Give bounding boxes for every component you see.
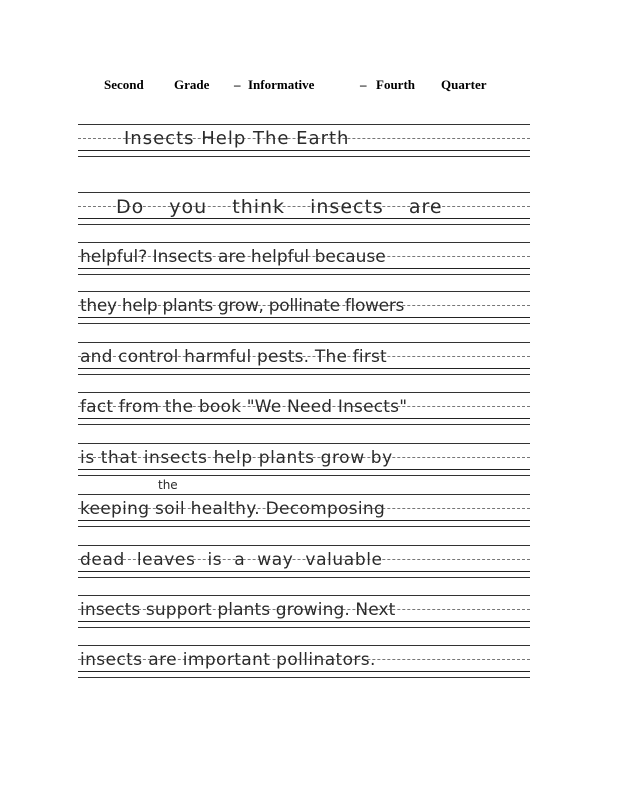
handwritten-line: insects support plants growing. Next xyxy=(80,600,396,620)
rule-line xyxy=(78,224,530,225)
handwritten-line: fact from the book "We Need Insects" xyxy=(80,397,408,417)
rule-line xyxy=(78,526,530,527)
rule-line xyxy=(78,124,530,125)
handwritten-line: helpful? Insects are helpful because xyxy=(80,247,386,267)
title-row xyxy=(78,124,530,158)
writing-row xyxy=(78,392,530,426)
rule-line xyxy=(78,545,530,546)
rule-line xyxy=(78,342,530,343)
header-quarter-number: Fourth xyxy=(376,77,415,92)
rule-line xyxy=(78,274,530,275)
handwritten-line: and control harmful pests. The first xyxy=(80,347,387,367)
handwritten-line: is that insects help plants grow by xyxy=(80,448,393,468)
rule-line xyxy=(78,323,530,324)
rule-line xyxy=(78,577,530,578)
rule-line xyxy=(78,424,530,425)
handwritten-line: dead leaves is a way valuable xyxy=(80,550,383,570)
handwritten-line: keeping soil healthy. Decomposing xyxy=(80,499,386,519)
header-grade-word: Grade xyxy=(174,77,210,92)
writing-row xyxy=(78,478,530,528)
essay-title: Insects Help The Earth xyxy=(124,128,350,149)
header-dash: – xyxy=(234,77,241,92)
writing-row xyxy=(78,342,530,376)
writing-row xyxy=(78,645,530,679)
writing-row xyxy=(78,545,530,579)
header-genre: Informative xyxy=(248,77,315,92)
writing-row xyxy=(78,443,530,477)
handwritten-line: they help plants grow, pollinate flowers xyxy=(80,296,405,316)
rule-line xyxy=(78,374,530,375)
writing-row xyxy=(78,291,530,325)
rule-line xyxy=(78,242,530,243)
rule-line xyxy=(78,595,530,596)
rule-line xyxy=(78,475,530,476)
rule-line xyxy=(78,192,530,193)
rule-line xyxy=(78,291,530,292)
rule-line xyxy=(78,443,530,444)
rule-line xyxy=(78,392,530,393)
header-quarter-word: Quarter xyxy=(441,77,487,92)
writing-row xyxy=(78,595,530,629)
header-grade-number: Second xyxy=(104,77,144,92)
rule-line xyxy=(78,627,530,628)
rule-line xyxy=(78,156,530,157)
inserted-word: the xyxy=(158,478,178,492)
handwritten-line: Do you think insects are xyxy=(116,196,443,218)
writing-row xyxy=(78,192,530,226)
writing-row xyxy=(78,242,530,276)
header-dash: – xyxy=(360,77,367,92)
handwritten-line: insects are important pollinators. xyxy=(80,650,376,670)
rule-line xyxy=(78,494,530,495)
rule-line xyxy=(78,645,530,646)
rule-line xyxy=(78,677,530,678)
